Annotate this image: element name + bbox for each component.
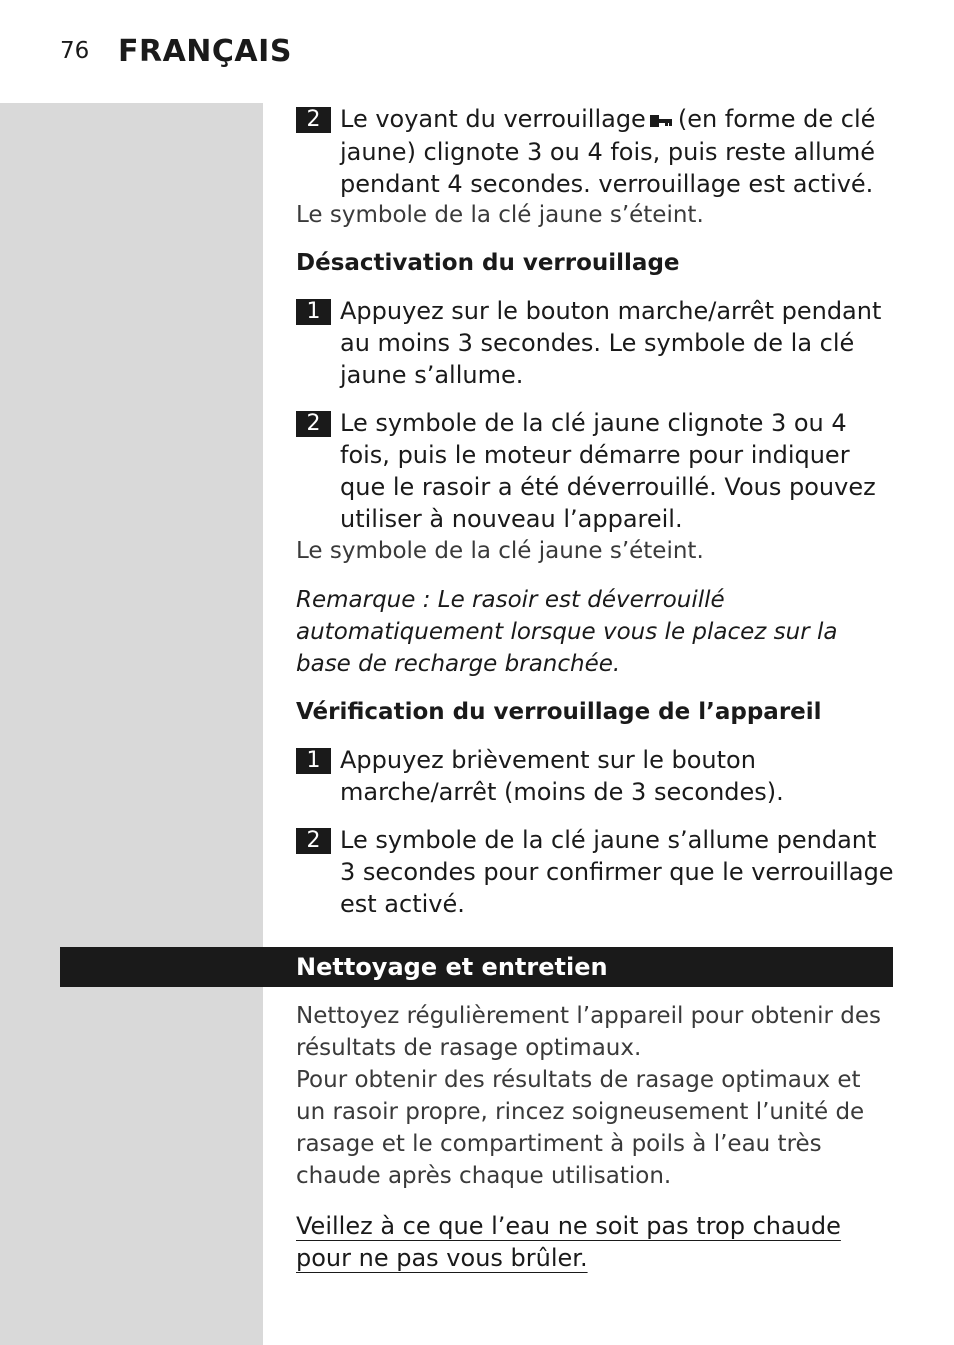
unlock-step-2	[296, 407, 896, 535]
step-text: Le symbole de la clé jaune s’allume pendant 3 secondes pour confirmer que le verrouillage est activé.	[340, 826, 894, 918]
step-number: 1	[296, 748, 331, 774]
step-number: 2	[296, 828, 331, 854]
unlock-remark: Remarque : Le rasoir est déverrouillé automatiquement lorsque vous le placez sur la base de recharge branchée.	[296, 587, 838, 677]
cleaning-warning: Veillez à ce que l’eau ne soit pas trop chaude pour ne pas vous brûler.	[296, 1212, 841, 1272]
unlock-step-1	[296, 295, 896, 391]
step-text: Appuyez brièvement sur le bouton marche/arrêt (moins de 3 secondes).	[340, 746, 784, 806]
key-icon	[650, 104, 674, 136]
left-margin-band	[0, 103, 263, 1345]
unlock-heading: Désactivation du verrouillage	[296, 250, 680, 276]
step-number: 2	[296, 107, 331, 133]
step-number: 2	[296, 411, 331, 437]
section-banner	[60, 947, 893, 987]
unlock-note: Le symbole de la clé jaune s’éteint.	[296, 538, 704, 564]
lock-step-2	[296, 103, 896, 200]
check-step-2	[296, 824, 896, 920]
step-text: Le voyant du verrouillage (en forme de clé jaune) clignote 3 ou 4 fois, puis reste allumé pendant 4 secondes. verrouillage est activé.	[340, 105, 876, 198]
cleaning-paragraph-2: Pour obtenir des résultats de rasage optimaux et un rasoir propre, rincez soigneusement l’unité de rasage et le compartiment à poils à l’eau très chaude après chaque utilisation.	[296, 1067, 865, 1189]
step-text: Appuyez sur le bouton marche/arrêt pendant au moins 3 secondes. Le symbole de la clé jaune s’allume.	[340, 297, 882, 389]
page-number: 76	[60, 38, 90, 64]
cleaning-paragraph-1: Nettoyez régulièrement l’appareil pour obtenir des résultats de rasage optimaux.	[296, 1003, 881, 1061]
check-step-1	[296, 744, 896, 808]
step-number: 1	[296, 299, 331, 325]
step-text: Le symbole de la clé jaune clignote 3 ou 4 fois, puis le moteur démarre pour indiquer que le rasoir a été déverrouillé. Vous pouvez utiliser à nouveau l’appareil.	[340, 409, 876, 533]
language-heading: FRANÇAIS	[118, 34, 292, 69]
check-heading: Vérification du verrouillage de l’appareil	[296, 699, 822, 725]
lock-note: Le symbole de la clé jaune s’éteint.	[296, 202, 704, 228]
section-title: Nettoyage et entretien	[296, 953, 608, 981]
